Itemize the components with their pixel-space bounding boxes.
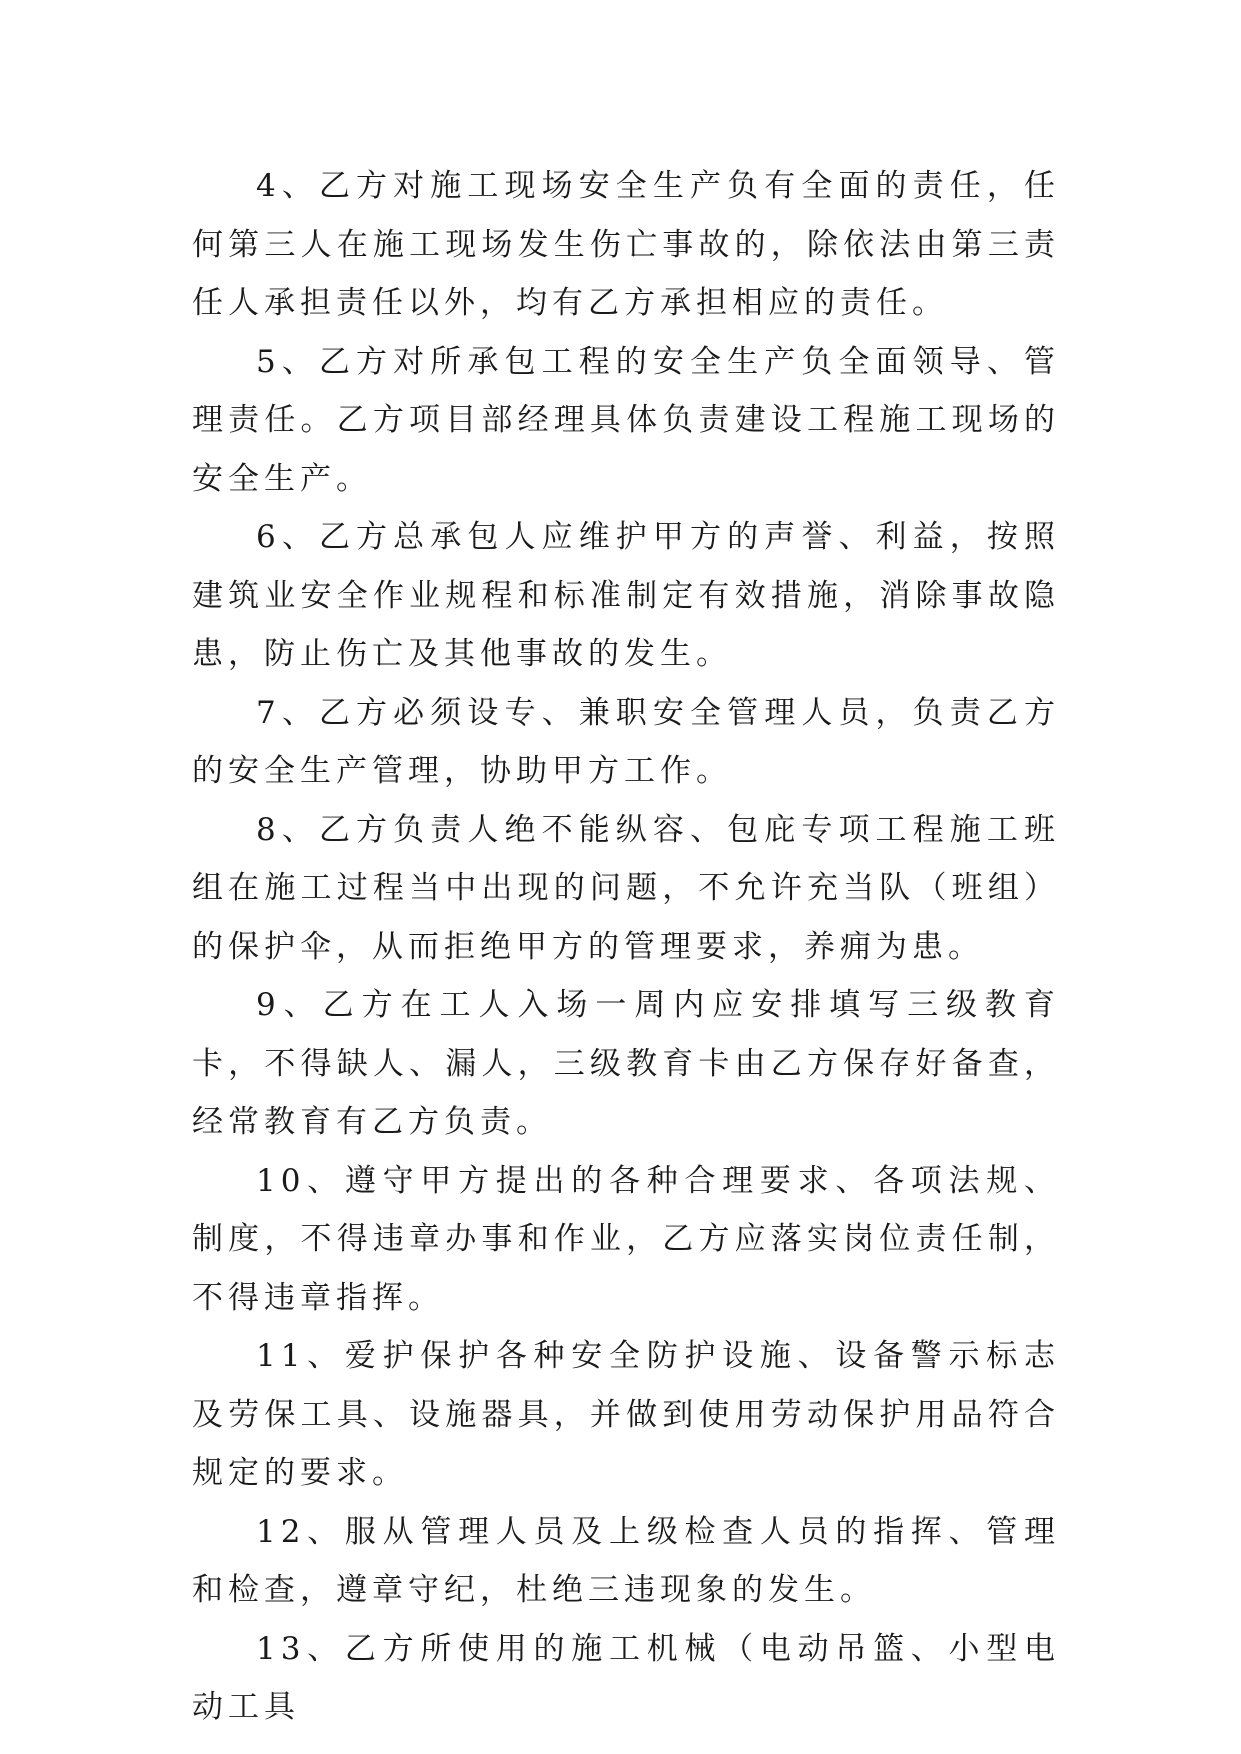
paragraph-6: 6、乙方总承包人应维护甲方的声誉、利益，按照建筑业安全作业规程和标准制定有效措施，消除事故隐患，防止伤亡及其他事故的发生。: [192, 519, 1060, 672]
paragraph-10: 10、遵守甲方提出的各种合理要求、各项法规、制度，不得违章办事和作业，乙方应落实岗位责任制，不得违章指挥。: [192, 1162, 1060, 1316]
paragraph-7: 7、乙方必须设专、兼职安全管理人员，负责乙方的安全生产管理，协助甲方工作。: [192, 694, 1060, 789]
paragraph-12: 12、服从管理人员及上级检查人员的指挥、管理和检查，遵章守纪，杜绝三违现象的发生。: [192, 1513, 1060, 1608]
paragraph-11: 11、爱护保护各种安全防护设施、设备警示标志及劳保工具、设施器具，并做到使用劳动保护用品符合规定的要求。: [192, 1338, 1060, 1491]
paragraph-8: 8、乙方负责人绝不能纵容、包庇专项工程施工班组在施工过程当中出现的问题，不允许充当队（班组）的保护伞，从而拒绝甲方的管理要求，养痈为患。: [192, 811, 1060, 965]
paragraph-13: 13、乙方所使用的施工机械（电动吊篮、小型电动工具: [192, 1630, 1060, 1725]
paragraph-4: 4、乙方对施工现场安全生产负有全面的责任，任何第三人在施工现场发生伤亡事故的，除依法由第三责任人承担责任以外，均有乙方承担相应的责任。: [192, 168, 1060, 321]
paragraph-5: 5、乙方对所承包工程的安全生产负全面领导、管理责任。乙方项目部经理具体负责建设工程施工现场的安全生产。: [192, 343, 1060, 497]
paragraph-9: 9、乙方在工人入场一周内应安排填写三级教育卡，不得缺人、漏人，三级教育卡由乙方保存好备查，经常教育有乙方负责。: [192, 987, 1060, 1140]
document-body: [192, 157, 1060, 1737]
